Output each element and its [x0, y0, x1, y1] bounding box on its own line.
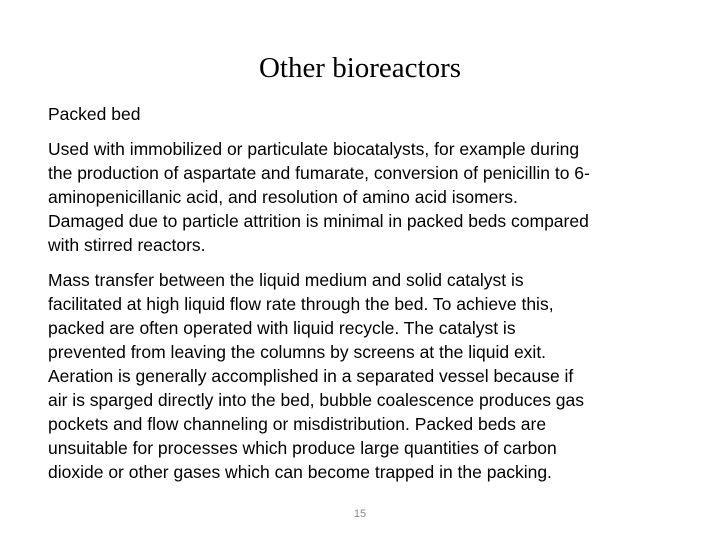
paragraph-line: Used with immobilized or particulate biocatalysts, for example during — [48, 139, 580, 159]
slide-title: Other bioreactors — [258, 52, 462, 84]
paragraph-line: Damaged due to particle attrition is minimal in packed beds compared — [48, 211, 589, 231]
paragraph-line: unsuitable for processes which produce large quantities of carbon — [48, 438, 557, 458]
paragraph-line: Aeration is generally accomplished in a separated vessel because if — [48, 366, 574, 386]
paragraph-line: pockets and flow channeling or misdistribution. Packed beds are — [48, 414, 547, 434]
paragraph-line: packed are often operated with liquid recycle. The catalyst is — [48, 318, 516, 338]
paragraph-line: Mass transfer between the liquid medium and solid catalyst is — [48, 270, 524, 290]
page-number: 15 — [353, 508, 367, 520]
paragraph-line: prevented from leaving the columns by screens at the liquid exit. — [48, 342, 547, 362]
paragraph-line: the production of aspartate and fumarate, conversion of penicillin to 6- — [48, 163, 590, 183]
paragraph-line: aminopenicillanic acid, and resolution of amino acid isomers. — [48, 187, 518, 207]
paragraph-line: with stirred reactors. — [48, 235, 206, 255]
paragraph-1 — [48, 137, 688, 257]
paragraph-line: dioxide or other gases which can become trapped in the packing. — [48, 462, 552, 482]
paragraph-2 — [48, 268, 688, 484]
paragraph-line: facilitated at high liquid flow rate through the bed. To achieve this, — [48, 294, 554, 314]
section-heading: Packed bed — [48, 104, 141, 124]
paragraph-line: air is sparged directly into the bed, bubble coalescence produces gas — [48, 390, 585, 410]
